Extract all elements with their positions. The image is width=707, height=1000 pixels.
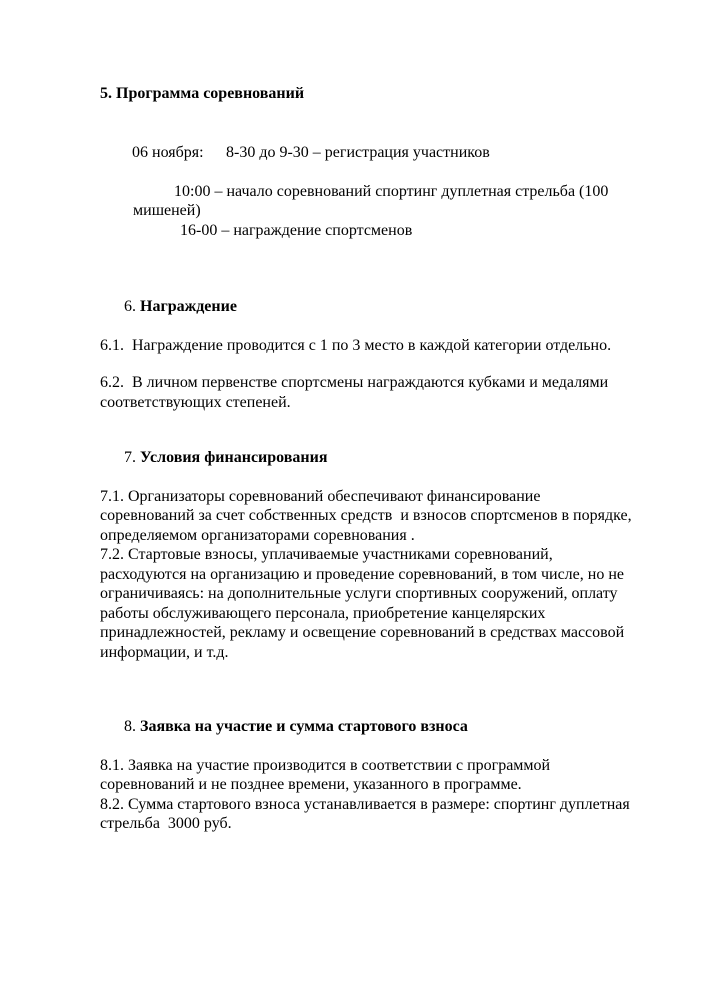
paragraph-7-line: информации, и т.д.: [100, 643, 229, 661]
paragraph-6-2-line: 6.2. В личном первенстве спортсмены награждаются кубками и медалями: [100, 374, 609, 391]
paragraph-7-line: принадлежностей, рекламу и освещение соревнований в средствах массовой: [100, 624, 625, 641]
paragraph-7-line: ограничиваясь: на дополнительные услуги спортивных сооружений, оплату: [100, 585, 618, 602]
paragraph-7-line: соревнований за счет собственных средств и взносов спортсменов в порядке,: [100, 507, 632, 524]
document-content: [100, 84, 680, 834]
section-6-number: 6.: [124, 297, 140, 315]
paragraph-7-line: 7.2. Стартовые взносы, уплачиваемые участниками соревнований,: [100, 546, 553, 563]
paragraph-6-1: 6.1. Награждение проводится с 1 по 3 место в каждой категории отдельно.: [100, 336, 612, 354]
section-7-number: 7.: [124, 448, 140, 466]
paragraph-6-2-line: соответствующих степеней.: [100, 393, 291, 411]
paragraph-7-line: работы обслуживающего персонала, приобретение канцелярских: [100, 604, 546, 622]
paragraph-7-line: расходуются на организацию и проведение соревнований, в том числе, но не: [100, 565, 624, 583]
paragraph-8-line: соревнований и не позднее времени, указанного в программе.: [100, 776, 522, 793]
program-date-label: 06 ноября:: [132, 143, 204, 161]
section-6-heading: [100, 277, 680, 336]
section-8-heading: [100, 697, 680, 756]
paragraph-7-line: определяемом организаторами соревнования .: [100, 526, 415, 544]
program-schedule: [100, 123, 680, 240]
program-line: 10:00 – начало соревнований спортинг дуплетная стрельба (100: [174, 182, 609, 200]
paragraph-7-line: 7.1. Организаторы соревнований обеспечивают финансирование: [100, 487, 541, 505]
program-item: 8-30 до 9-30 – регистрация участников: [226, 143, 490, 161]
program-line: [100, 123, 680, 182]
paragraph-8-line: 8.2. Сумма стартового взноса устанавливается в размере: спортинг дуплетная: [100, 795, 630, 813]
section-7-heading: [100, 428, 680, 487]
paragraph-8-line: стрельба 3000 руб.: [100, 815, 232, 832]
section-8-number: 8.: [124, 717, 140, 735]
program-line: 16-00 – награждение спортсменов: [180, 221, 413, 239]
program-line: мишеней): [133, 202, 201, 219]
section-8-title: Заявка на участие и сумма стартового взноса: [140, 717, 468, 735]
section-6-title: Награждение: [140, 297, 237, 315]
section-7-title: Условия финансирования: [140, 448, 328, 466]
section-5-heading: 5. Программа соревнований: [100, 85, 305, 102]
paragraph-8-line: 8.1. Заявка на участие производится в соответствии с программой: [100, 756, 551, 774]
